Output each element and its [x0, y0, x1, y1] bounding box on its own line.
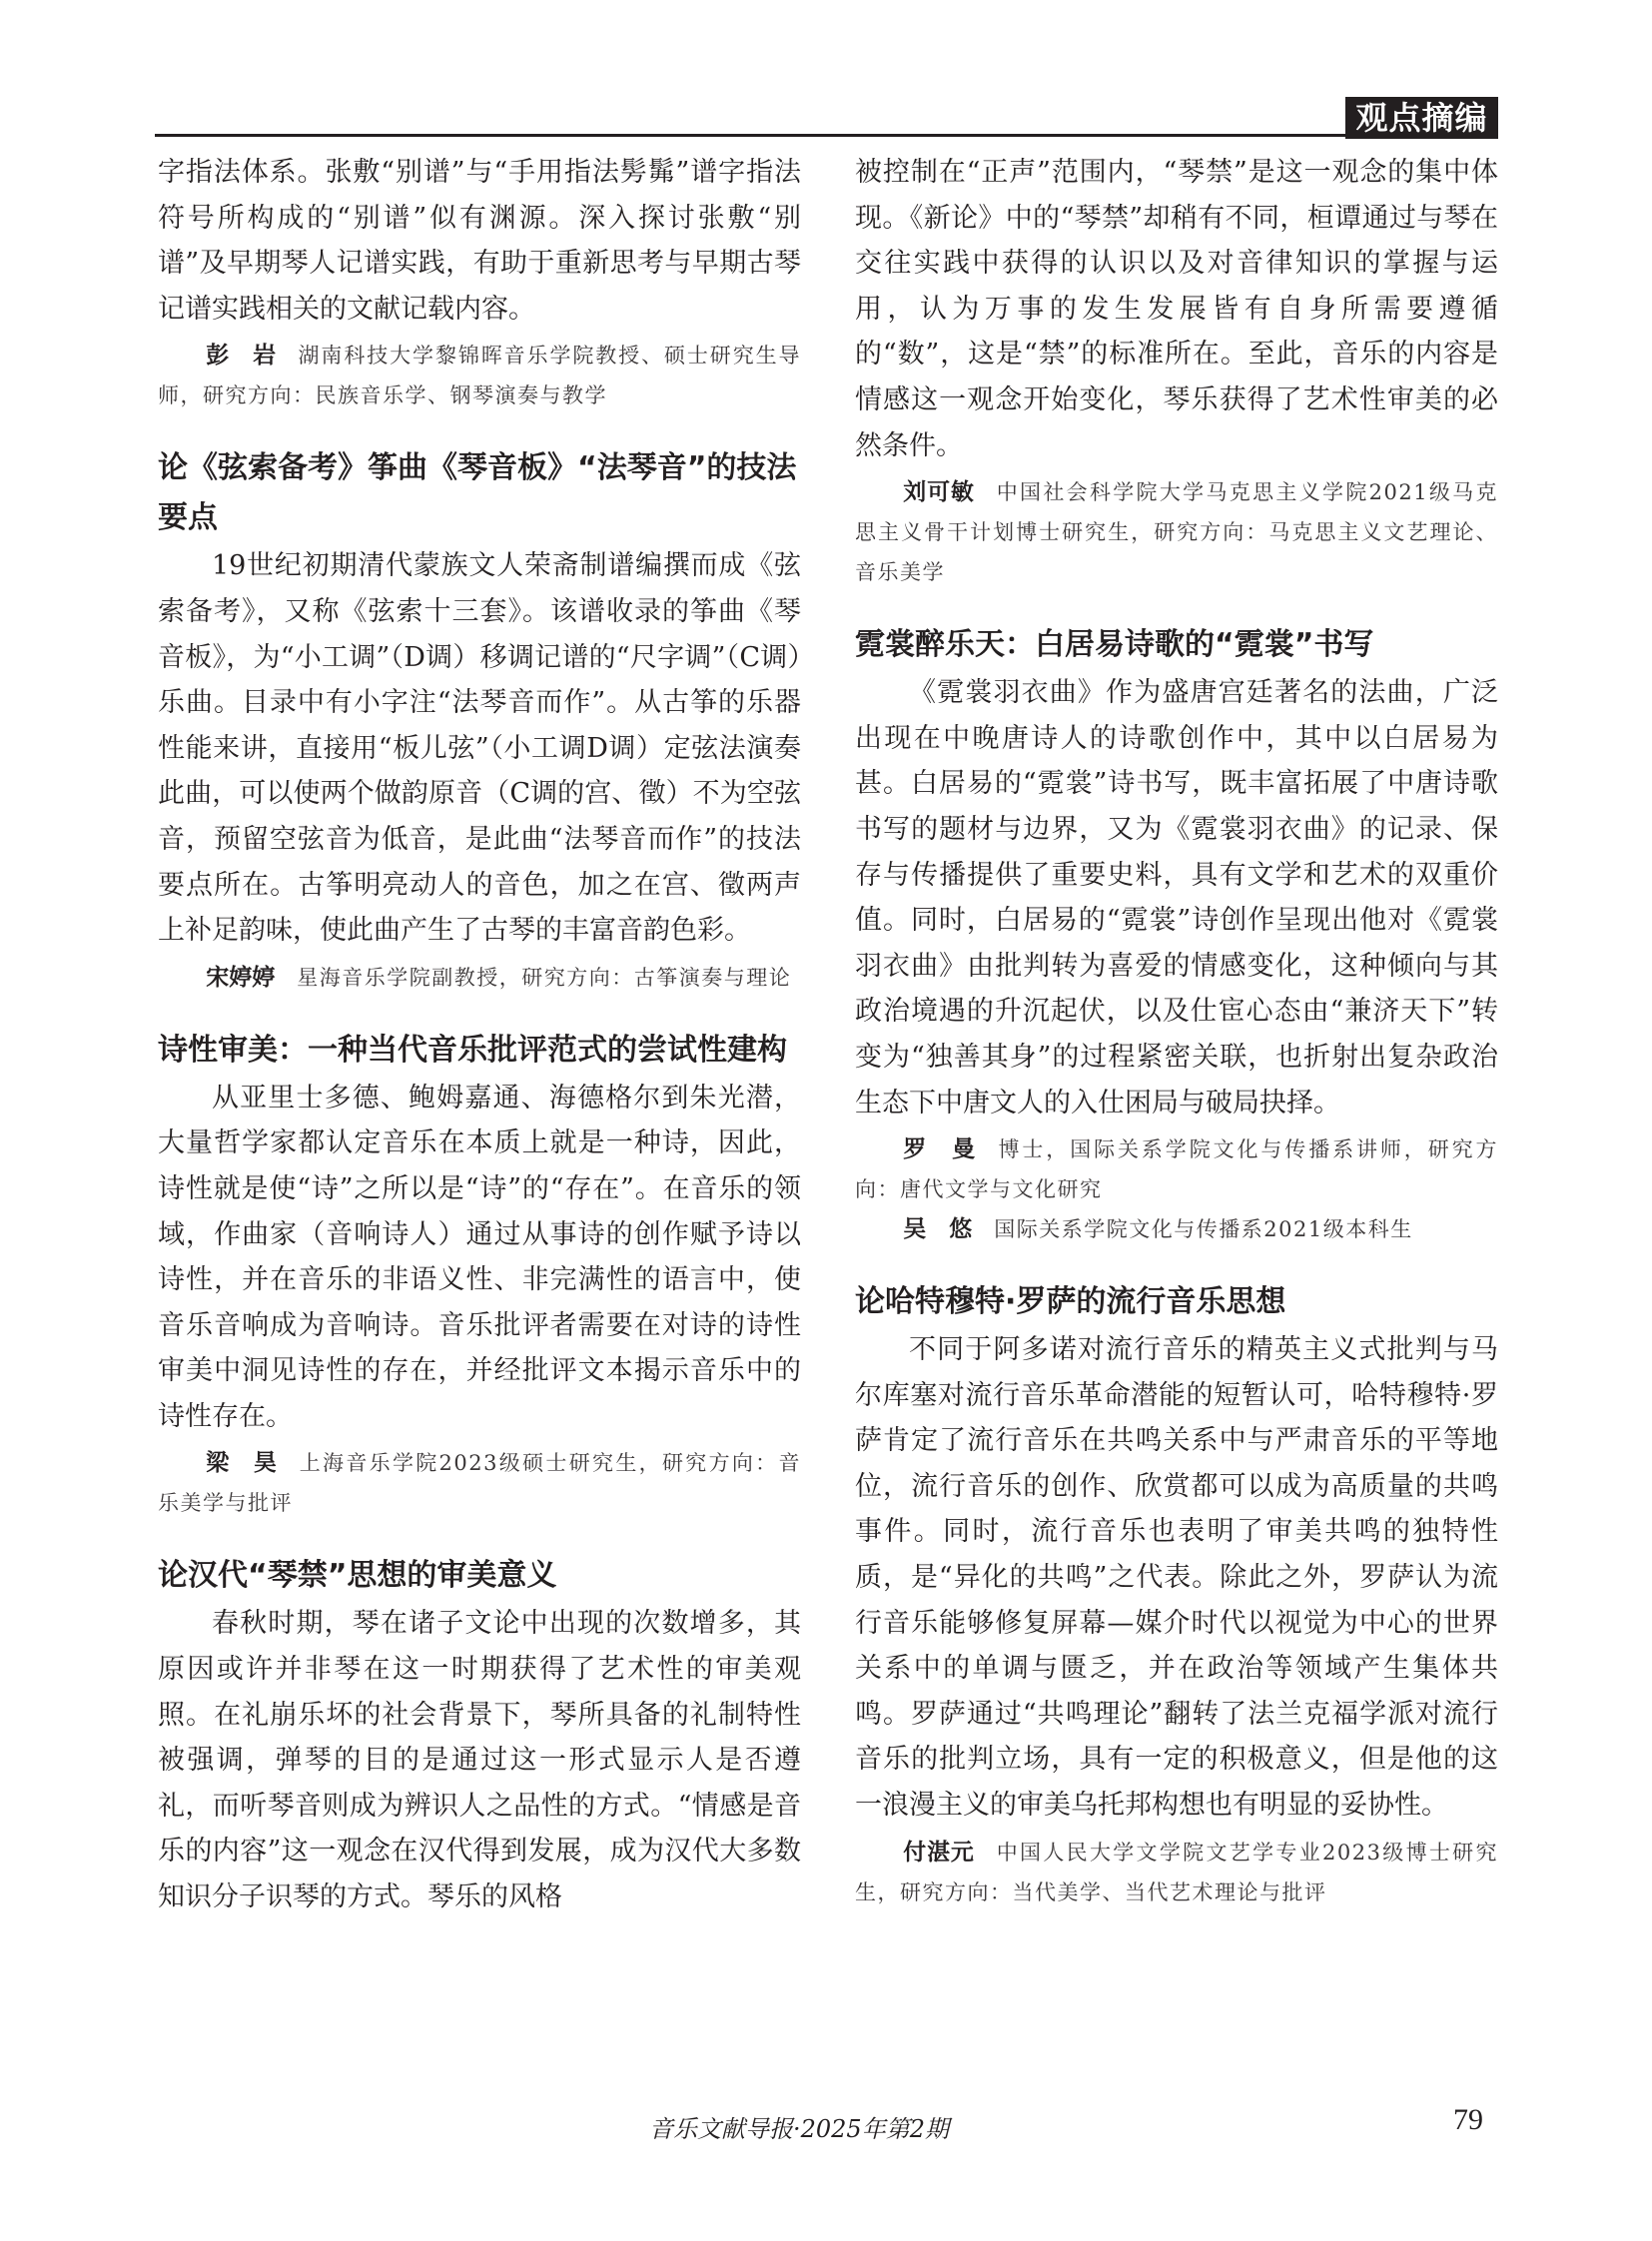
author-affiliation: 星海音乐学院副教授，研究方向：古筝演奏与理论 — [297, 965, 792, 990]
author-name: 付湛元 — [903, 1839, 975, 1866]
author-line — [855, 1129, 1498, 1209]
author-affiliation: 中国人民大学文学院文艺学专业2023级博士研究生，研究方向：当代美学、当代艺术理论与批评 — [855, 1840, 1498, 1904]
article-title: 论哈特穆特·罗萨的流行音乐思想 — [855, 1284, 1286, 1320]
author-affiliation: 国际关系学院文化与传播系2021级本科生 — [994, 1217, 1413, 1242]
article-body: 《霓裳羽衣曲》作为盛唐宫廷著名的法曲，广泛出现在中晚唐诗人的诗歌创作中，其中以白居易为甚。白居易的“霓裳”诗书写，既丰富拓展了中唐诗歌书写的题材与边界，又为《霓裳羽衣曲》的记录、保存与传播提供了重要史料，具有文学和艺术的双重价值。同时，白居易的“霓裳”诗创作呈现出他对《霓裳羽衣曲》由批判转为喜爱的情感变化，这种倾向与其政治境遇的升沉起伏，以及仕宦心态由“兼济天下”转变为“独善其身”的过程紧密关联，也折射出复杂政治生态下中唐文人的入仕困局与破局抉择。 — [855, 677, 1498, 1119]
author-line — [158, 958, 801, 998]
left-column — [158, 150, 801, 1920]
article-body: 不同于阿多诺对流行音乐的精英主义式批判与马尔库塞对流行音乐革命潜能的短暂认可，哈特穆特·罗萨肯定了流行音乐在共鸣关系中与严肃音乐的平等地位，流行音乐的创作、欣赏都可以成为高质量的共鸣事件。同时，流行音乐也表明了审美共鸣的独特性质，是“异化的共鸣”之代表。除此之外，罗萨认为流行音乐能够修复屏幕—媒介时代以视觉为中心的世界关系中的单调与匮乏，并在政治等领域产生集体共鸣。罗萨通过“共鸣理论”翻转了法兰克福学派对流行音乐的批判立场，具有一定的积极意义，但是他的这一浪漫主义的审美乌托邦构想也有明显的妥协性。 — [855, 1334, 1498, 1822]
author-name: 梁 昊 — [206, 1450, 278, 1477]
author-line — [855, 1833, 1498, 1912]
article — [855, 620, 1498, 1249]
continued-paragraph: 字指法体系。张敷“别谱”与“手用指法髣髴”谱字指法符号所构成的“别谱”似有渊源。深入探讨张敷“别谱”及早期琴人记谱实践，有助于重新思考与早期古琴记谱实践相关的文献记载内容。 — [158, 157, 801, 325]
section-tag: 观点摘编 — [1345, 97, 1498, 139]
article-title: 诗性审美：一种当代音乐批评范式的尝试性建构 — [158, 1032, 787, 1068]
article — [158, 1551, 801, 1919]
article-body: 19世纪初期清代蒙族文人荣斋制谱编撰而成《弦索备考》，又称《弦索十三套》。该谱收录的筝曲《琴音板》，为“小工调”（D调）移调记谱的“尺字调”（C调）乐曲。目录中有小字注“法琴音而作”。从古筝的乐器性能来讲，直接用“板儿弦”（小工调D调）定弦法演奏此曲，可以使两个做韵原音（C调的宫、徵）不为空弦音，预留空弦音为低音，是此曲“法琴音而作”的技法要点所在。古筝明亮动人的音色，加之在宫、徵两声上补足韵味，使此曲产生了古琴的丰富音韵色彩。 — [158, 550, 801, 947]
article — [158, 443, 801, 997]
article — [855, 1277, 1498, 1912]
author-affiliation: 湖南科技大学黎锦晖音乐学院教授、硕士研究生导师，研究方向：民族音乐学、钢琴演奏与教学 — [158, 344, 802, 408]
author-affiliation: 上海音乐学院2023级硕士研究生，研究方向：音乐美学与批评 — [158, 1451, 801, 1516]
author-affiliation: 中国社会科学院大学马克思主义学院2021级马克思主义骨干计划博士研究生，研究方向：马克思主义文艺理论、音乐美学 — [855, 480, 1498, 585]
author-name: 吴 悠 — [903, 1216, 973, 1243]
author-name: 宋婷婷 — [206, 964, 276, 991]
header-rule — [155, 134, 1345, 137]
article — [158, 1026, 801, 1524]
right-column — [855, 150, 1498, 1912]
article-body: 春秋时期，琴在诸子文论中出现的次数增多，其原因或许并非琴在这一时期获得了艺术性的审美观照。在礼崩乐坏的社会背景下，琴所具备的礼制特性被强调，弹琴的目的是通过这一形式显示人是否遵礼，而听琴音则成为辨识人之品性的方式。“情感是音乐的内容”这一观念在汉代得到发展，成为汉代大多数知识分子识琴的方式。琴乐的风格 — [158, 1608, 801, 1913]
continued-paragraph: 被控制在“正声”范围内，“琴禁”是这一观念的集中体现。《新论》中的“琴禁”却稍有不同，桓谭通过与琴在交往实践中获得的认识以及对音律知识的掌握与运用，认为万事的发生发展皆有自身所需要遵循的“数”，这是“禁”的标准所在。至此，音乐的内容是情感这一观念开始变化，琴乐获得了艺术性审美的必然条件。 — [855, 157, 1498, 461]
author-name: 彭 岩 — [206, 343, 277, 370]
article-body: 从亚里士多德、鲍姆嘉通、海德格尔到朱光潜，大量哲学家都认定音乐在本质上就是一种诗，因此，诗性就是使“诗”之所以是“诗”的“存在”。在音乐的领域，作曲家（音响诗人）通过从事诗的创作赋予诗以诗性，并在音乐的非语义性、非完满性的语言中，使音乐音响成为音响诗。音乐批评者需要在对诗的诗性审美中洞见诗性的存在，并经批评文本揭示音乐中的诗性存在。 — [158, 1082, 801, 1432]
article-title: 霓裳醉乐天：白居易诗歌的“霓裳”书写 — [855, 627, 1374, 663]
page-number: 79 — [1453, 2103, 1483, 2136]
author-name: 罗 曼 — [903, 1136, 977, 1163]
article-title: 论汉代“琴禁”思想的审美意义 — [158, 1558, 557, 1594]
author-line — [855, 472, 1498, 592]
author-line — [158, 1443, 801, 1523]
journal-issue: 音乐文献导报·2025年第2期 — [649, 2115, 949, 2143]
article-title: 论《弦索备考》筝曲《琴音板》“法琴音”的技法要点 — [158, 450, 797, 536]
author-line — [855, 1209, 1498, 1249]
author-name: 刘可敏 — [903, 479, 975, 506]
author-line — [158, 336, 801, 415]
author-affiliation: 博士，国际关系学院文化与传播系讲师，研究方向：唐代文学与文化研究 — [855, 1137, 1499, 1202]
